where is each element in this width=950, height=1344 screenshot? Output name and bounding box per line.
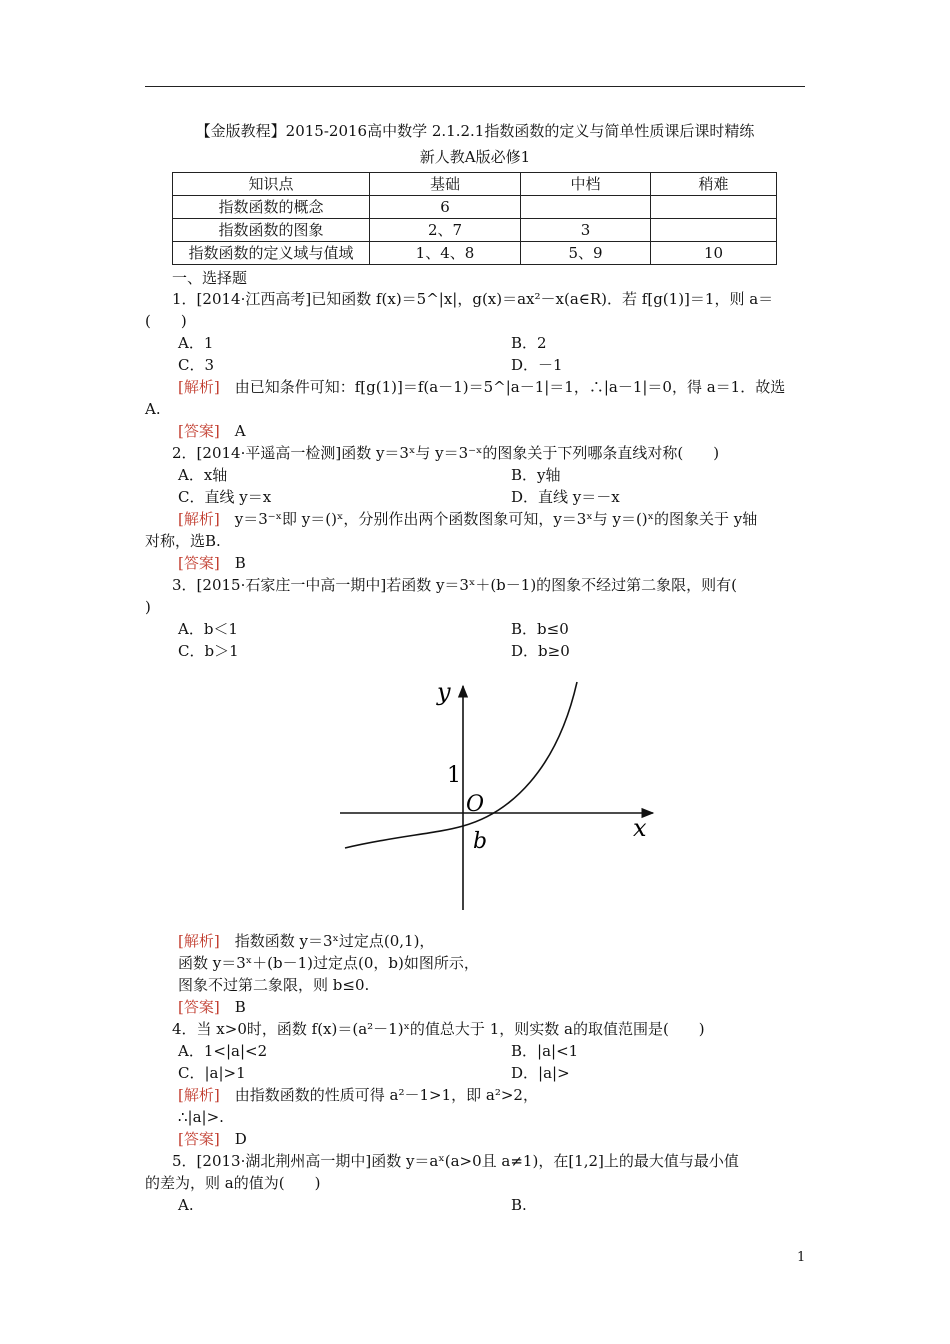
question-4-analysis-cont: ∴|a|>. [178,1108,224,1126]
question-4-answer-line [178,1129,247,1149]
table-row [173,219,777,242]
page-number: 1 [797,1250,806,1265]
table-cell [651,219,777,242]
question-5-stem: 5．[2013·湖北荆州高一期中]函数 y＝aˣ(a>0且 a≠1)，在[1,2]上的最大值与最小值 [172,1152,739,1170]
table-cell: 10 [651,242,777,265]
question-4-option-b: B．|a|<1 [511,1042,579,1060]
question-1-analysis-cont: A. [145,400,161,418]
question-3-analysis-line [178,931,434,951]
question-4-analysis-line [178,1085,538,1105]
question-3-answer: B [234,998,246,1016]
analysis-tag: [解析] [178,1086,220,1104]
question-1-option-c: C．3 [178,356,215,374]
table-cell: 指数函数的概念 [173,196,370,219]
answer-tag: [答案] [178,554,220,572]
header-rule [145,86,805,87]
table-header-row [173,173,777,196]
question-2-analysis: y＝3⁻ˣ即 y＝()ˣ，分别作出两个函数图象可知，y＝3ˣ与 y＝()ˣ的图象关于 y轴 [234,510,758,528]
question-1-option-d: D．－1 [511,356,563,374]
answer-tag: [答案] [178,1130,220,1148]
question-2-option-c: C．直线 y＝x [178,488,272,506]
question-3-option-b: B．b≤0 [511,620,569,638]
question-4-analysis: 由指数函数的性质可得 a²－1>1，即 a²>2， [234,1086,538,1104]
question-3-option-c: C．b＞1 [178,642,239,660]
document-title: 【金版教程】2015-2016高中数学 2.1.2.1指数函数的定义与简单性质课后课时精练 [195,122,755,140]
question-1-stem: 1．[2014·江西高考]已知函数 f(x)＝5^|x|，g(x)＝ax²－x(a∈R)．若 f[g(1)]＝1，则 a＝ [172,290,774,308]
document-subtitle: 新人教A版必修1 [419,148,531,166]
question-3-analysis-cont: 函数 y＝3ˣ＋(b－1)过定点(0，b)如图所示， [178,954,479,972]
question-2-analysis-cont: 对称，选B. [145,532,221,550]
question-1-analysis: 由已知条件可知：f[g(1)]＝f(a－1)＝5^|a－1|＝1，∴|a－1|＝0，得 a＝1．故选 [234,378,786,396]
question-1-stem-cont: ( ) [145,312,187,330]
question-3-stem: 3．[2015·石家庄一中高一期中]若函数 y＝3ˣ＋(b－1)的图象不经过第二象限，则有( [172,576,738,594]
function-curve [345,682,577,848]
analysis-tag: [解析] [178,932,220,950]
question-4-option-c: C．|a|>1 [178,1064,246,1082]
question-2-analysis-line [178,509,757,529]
table-cell: 3 [521,219,651,242]
question-3-option-a: A．b＜1 [178,620,238,638]
question-2-option-a: A．x轴 [178,466,228,484]
analysis-tag: [解析] [178,378,220,396]
question-1-option-b: B．2 [511,334,547,352]
table-cell: 5、9 [521,242,651,265]
knowledge-point-table [172,172,777,265]
table-cell [651,196,777,219]
analysis-tag: [解析] [178,510,220,528]
table-header-cell: 基础 [370,173,521,196]
question-2-stem: 2．[2014·平遥高一检测]函数 y＝3ˣ与 y＝3⁻ˣ的图象关于下列哪条直线对称( ) [172,444,720,462]
question-1-analysis-line [178,377,785,397]
section-heading: 一、选择题 [172,269,248,287]
table-header-cell: 稍难 [651,173,777,196]
table-row [173,196,777,219]
question-3-analysis: 指数函数 y＝3ˣ过定点(0,1)， [234,932,435,950]
origin-label: O [466,792,485,817]
exponential-graph-figure [335,678,655,910]
question-2-option-b: B．y轴 [511,466,561,484]
answer-tag: [答案] [178,998,220,1016]
question-1-answer-line [178,421,246,441]
b-label: b [473,829,488,854]
table-cell: 6 [370,196,521,219]
table-cell [521,196,651,219]
question-1-answer: A [234,422,246,440]
table-header-cell: 知识点 [173,173,370,196]
question-3-stem-cont: ) [145,598,151,616]
question-5-option-a: A. [178,1196,194,1214]
question-4-answer: D [234,1130,247,1148]
question-1-option-a: A．1 [178,334,214,352]
answer-tag: [答案] [178,422,220,440]
table-row [173,242,777,265]
question-3-analysis-cont: 图象不过第二象限，则 b≤0. [178,976,370,994]
table-cell: 2、7 [370,219,521,242]
x-axis-label: x [633,814,647,842]
table-cell: 1、4、8 [370,242,521,265]
table-cell: 指数函数的图象 [173,219,370,242]
table-cell: 指数函数的定义域与值域 [173,242,370,265]
question-4-stem: 4．当 x>0时，函数 f(x)＝(a²－1)ˣ的值总大于 1，则实数 a的取值范围是( ) [172,1020,705,1038]
question-2-answer: B [234,554,246,572]
one-label: 1 [447,763,461,788]
question-4-option-a: A．1<|a|<2 [178,1042,268,1060]
question-4-option-d: D．|a|> [511,1064,570,1082]
question-5-option-b: B. [511,1196,527,1214]
question-2-answer-line [178,553,246,573]
question-3-answer-line [178,997,246,1017]
y-axis-label: y [437,678,451,706]
question-2-option-d: D．直线 y＝－x [511,488,620,506]
question-5-stem-cont: 的差为，则 a的值为( ) [145,1174,321,1192]
question-3-option-d: D．b≥0 [511,642,570,660]
table-header-cell: 中档 [521,173,651,196]
